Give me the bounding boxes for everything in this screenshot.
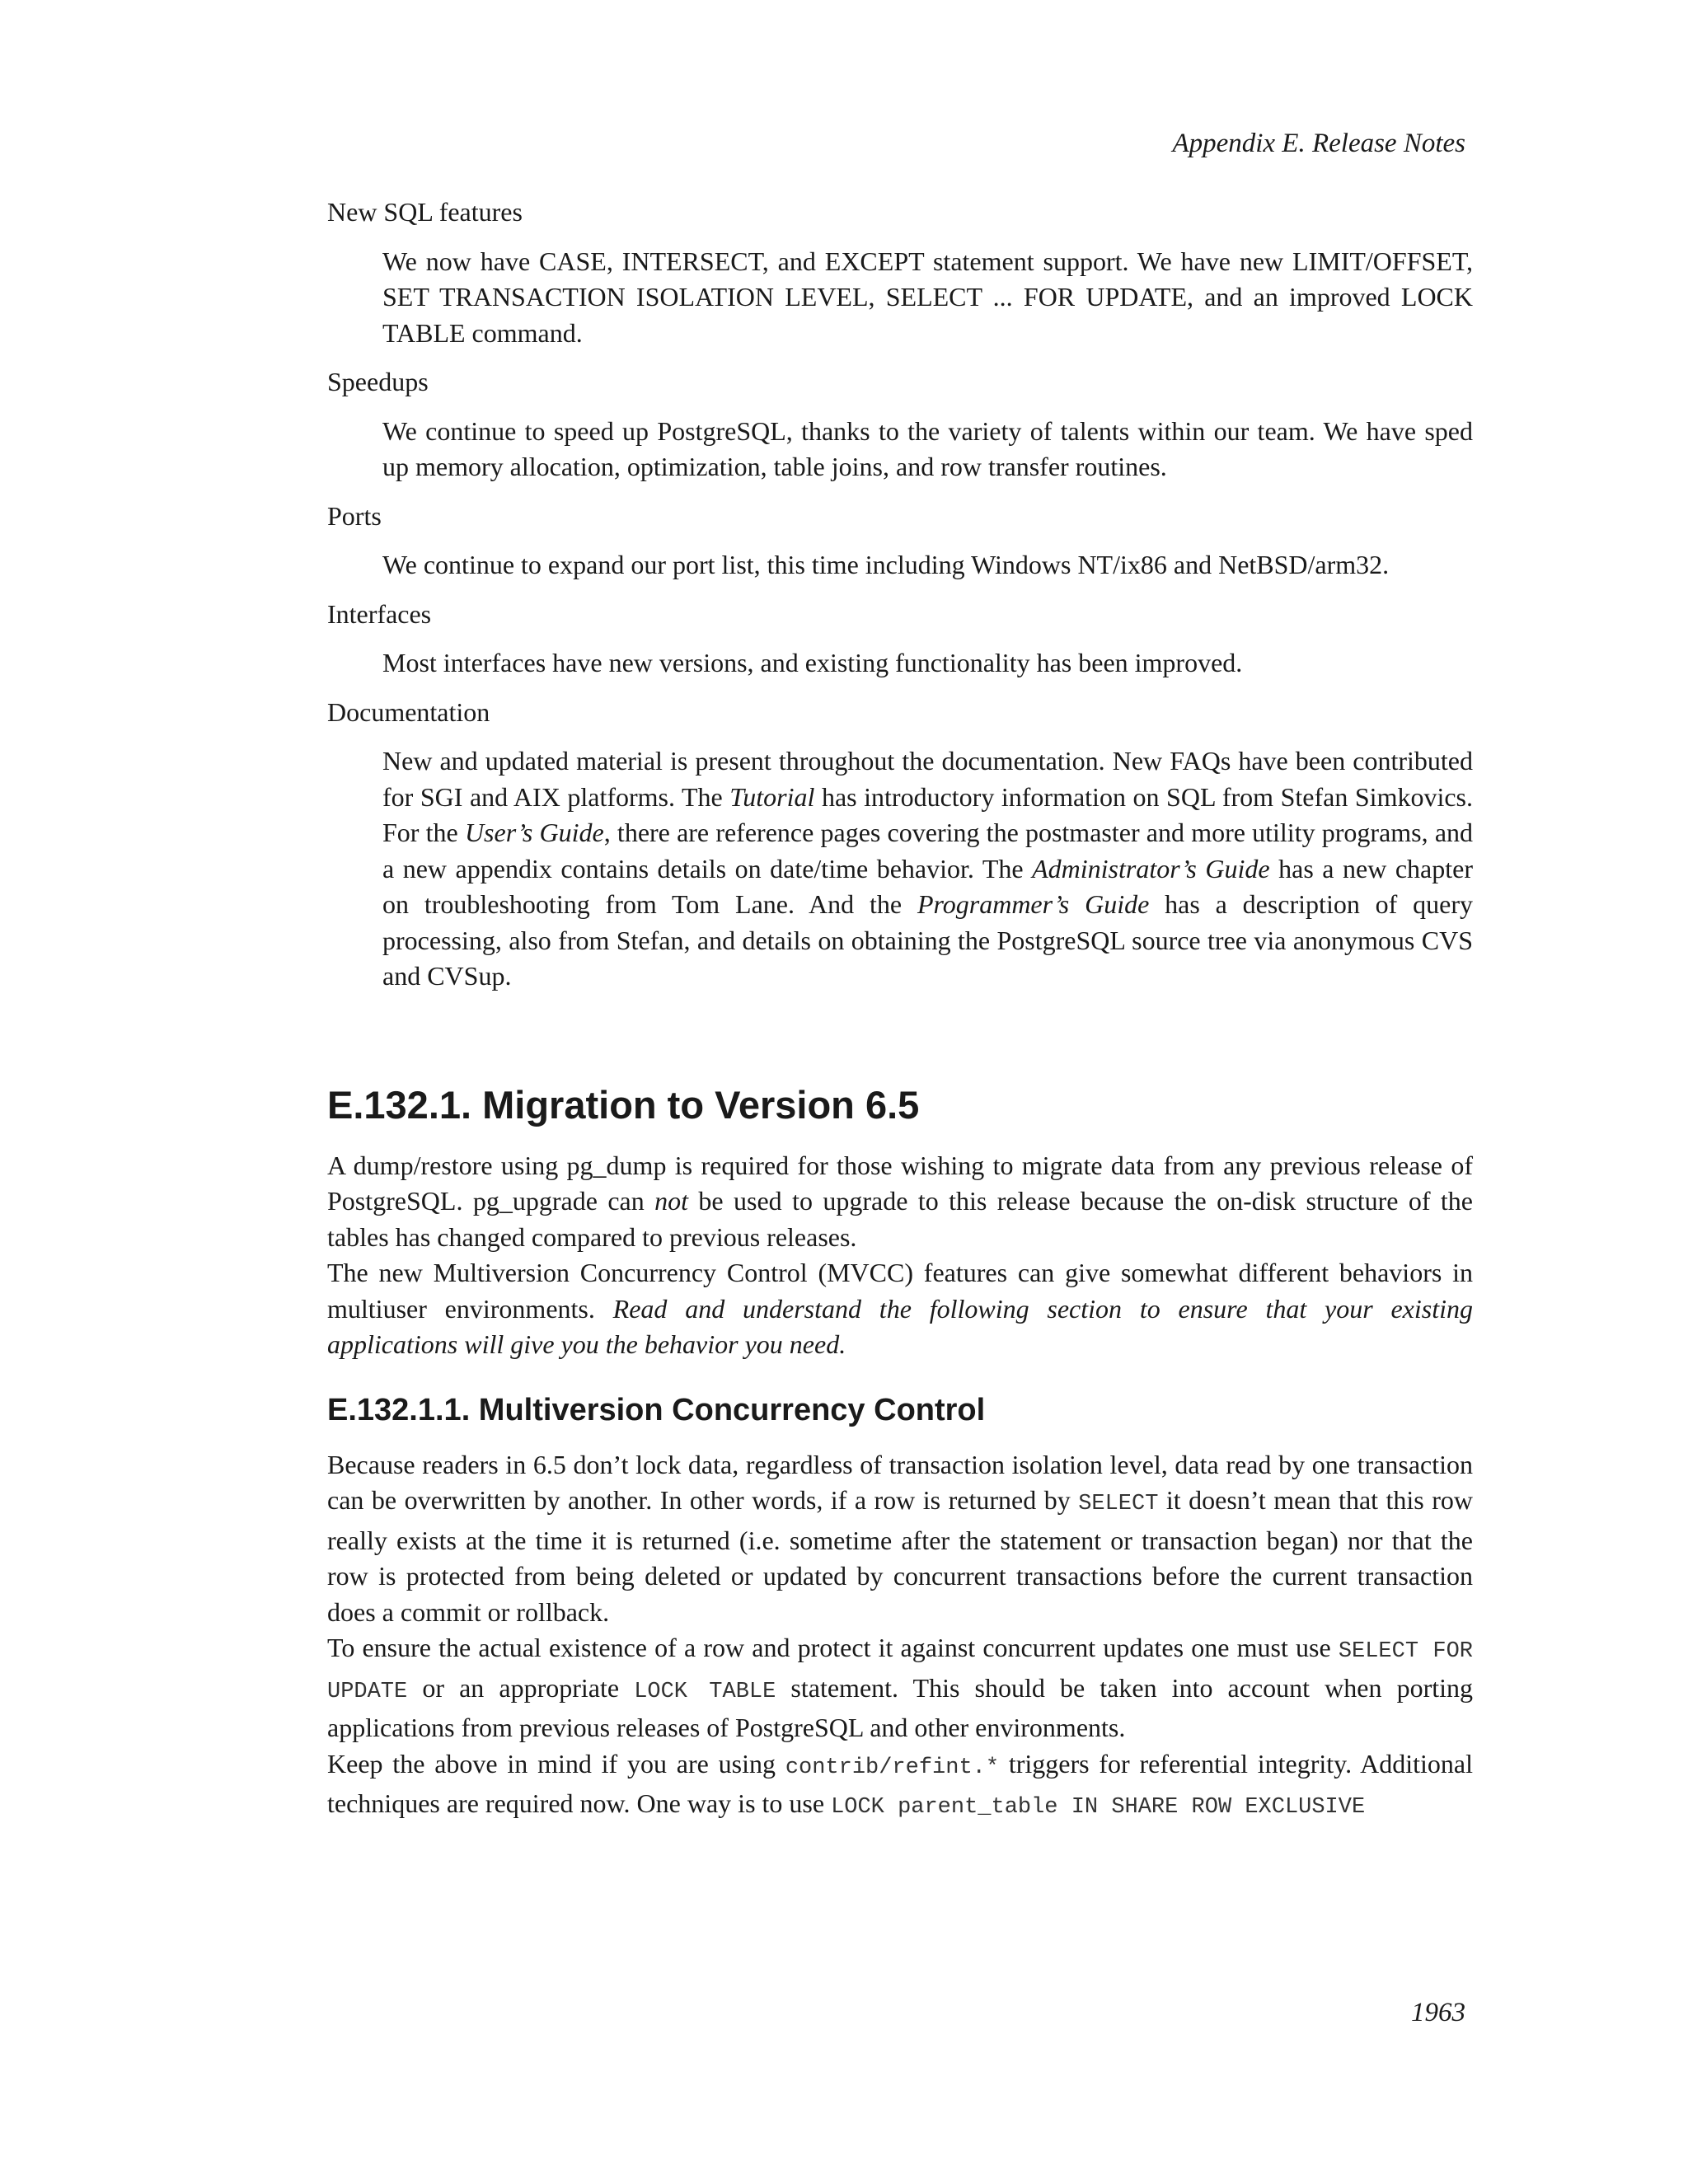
- feature-description-text: We continue to expand our port list, this time including Windows NT/ix86 and NetBSD/arm32.: [382, 550, 1390, 579]
- code-literal: SELECT: [1078, 1492, 1159, 1516]
- feature-term: Speedups: [327, 367, 429, 396]
- emphasis: not: [654, 1186, 689, 1216]
- feature-term: New SQL features: [327, 197, 523, 227]
- book-title: User’s Guide: [464, 818, 604, 847]
- book-title: Tutorial: [729, 781, 815, 812]
- text-run: triggers for referential integrity. Additional techniques are required now. One way is to use: [327, 1748, 1474, 1818]
- feature-description-text: We continue to speed up PostgreSQL, thanks to the variety of talents within our team. We have sped up memory allocation, optimization, table joins, and row transfer routines.: [382, 415, 1473, 481]
- feature-description-text: We now have CASE, INTERSECT, and EXCEPT statement support. We have new LIMIT/OFFSET, SET TRANSACTION ISOLATION LEVEL, SELECT ... FOR UPDATE, and an improved LOCK TABLE command.: [382, 246, 1473, 348]
- subsection-heading: E.132.1.1. Multiversion Concurrency Control: [327, 1392, 986, 1427]
- body-paragraph: [327, 1630, 1473, 1746]
- text-run: A dump/restore using pg_dump is required for those wishing to migrate data from any previous release of PostgreSQL. pg_upgrade can: [327, 1150, 1473, 1216]
- body-paragraph: [327, 1255, 1473, 1363]
- feature-description-text: [382, 743, 1473, 995]
- text-run: The new Multiversion Concurrency Control (MVCC) features can give somewhat different behaviors in multiuser environments.: [327, 1258, 1473, 1324]
- body-paragraph: [327, 1148, 1473, 1256]
- emphasis: Read and understand the following section to ensure that your existing applications will give you the behavior you need.: [327, 1293, 1473, 1359]
- book-title: Administrator’s Guide: [1032, 853, 1270, 883]
- feature-term: Interfaces: [327, 598, 432, 629]
- feature-term: Documentation: [327, 696, 490, 727]
- page-content: [327, 194, 1473, 1826]
- feature-term: Ports: [327, 500, 382, 531]
- text-run: it doesn’t mean that this row really exists at the time it is returned (i.e. sometime after the statement or transaction began) nor that the row is protected from being deleted or updated by concurrent transactions before the current transaction does a commit or rollback.: [327, 1485, 1474, 1627]
- feature-list: [327, 194, 1473, 995]
- feature-description: [382, 743, 1473, 995]
- text-run: has introductory information on SQL from Stefan Simkovics. For the: [382, 781, 1474, 847]
- feature-description: [382, 414, 1473, 485]
- feature-description: [382, 244, 1473, 352]
- text-run: New and updated material is present throughout the documentation. New FAQs have been contributed for SGI and AIX platforms. The: [382, 746, 1473, 812]
- text-run: , there are reference pages covering the postmaster and more utility programs, and a new appendix contains details on date/time behavior. The: [382, 818, 1474, 883]
- text-run: be used to upgrade to this release because the on-disk structure of the tables has changed compared to previous releases.: [327, 1186, 1474, 1252]
- code-literal: SELECT FOR UPDATE: [327, 1639, 1473, 1704]
- section-heading: E.132.1. Migration to Version 6.5: [327, 1082, 920, 1127]
- code-literal: LOCK TABLE: [634, 1679, 776, 1704]
- feature-description-text: Most interfaces have new versions, and existing functionality has been improved.: [382, 648, 1243, 677]
- page-number: 1963: [1411, 1998, 1465, 2027]
- body-paragraph: [327, 1746, 1473, 1826]
- code-literal: LOCK parent_table IN SHARE ROW EXCLUSIVE: [831, 1795, 1366, 1820]
- text-run: or an appropriate: [407, 1672, 635, 1703]
- text-run: Keep the above in mind if you are using: [327, 1748, 785, 1779]
- text-run: Because readers in 6.5 don’t lock data, regardless of transaction isolation level, data read by one transaction can be overwritten by another. In other words, if a row is returned by: [327, 1449, 1473, 1515]
- text-run: has a description of query processing, also from Stefan, and details on obtaining the PostgreSQL source tree via anonymous CVS and CVSup.: [382, 889, 1474, 991]
- text-run: To ensure the actual existence of a row and protect it against concurrent updates one must use: [327, 1633, 1339, 1662]
- book-title: Programmer’s Guide: [917, 889, 1150, 919]
- code-literal: contrib/refint.*: [785, 1755, 1000, 1780]
- feature-description: [382, 645, 1473, 682]
- text-run: statement. This should be taken into account when porting applications from previous releases of PostgreSQL and other environments.: [327, 1672, 1474, 1742]
- running-header: Appendix E. Release Notes: [1172, 129, 1465, 158]
- feature-description: [382, 547, 1473, 583]
- text-run: has a new chapter on troubleshooting from Tom Lane. And the: [382, 853, 1474, 919]
- body-paragraph: [327, 1447, 1473, 1631]
